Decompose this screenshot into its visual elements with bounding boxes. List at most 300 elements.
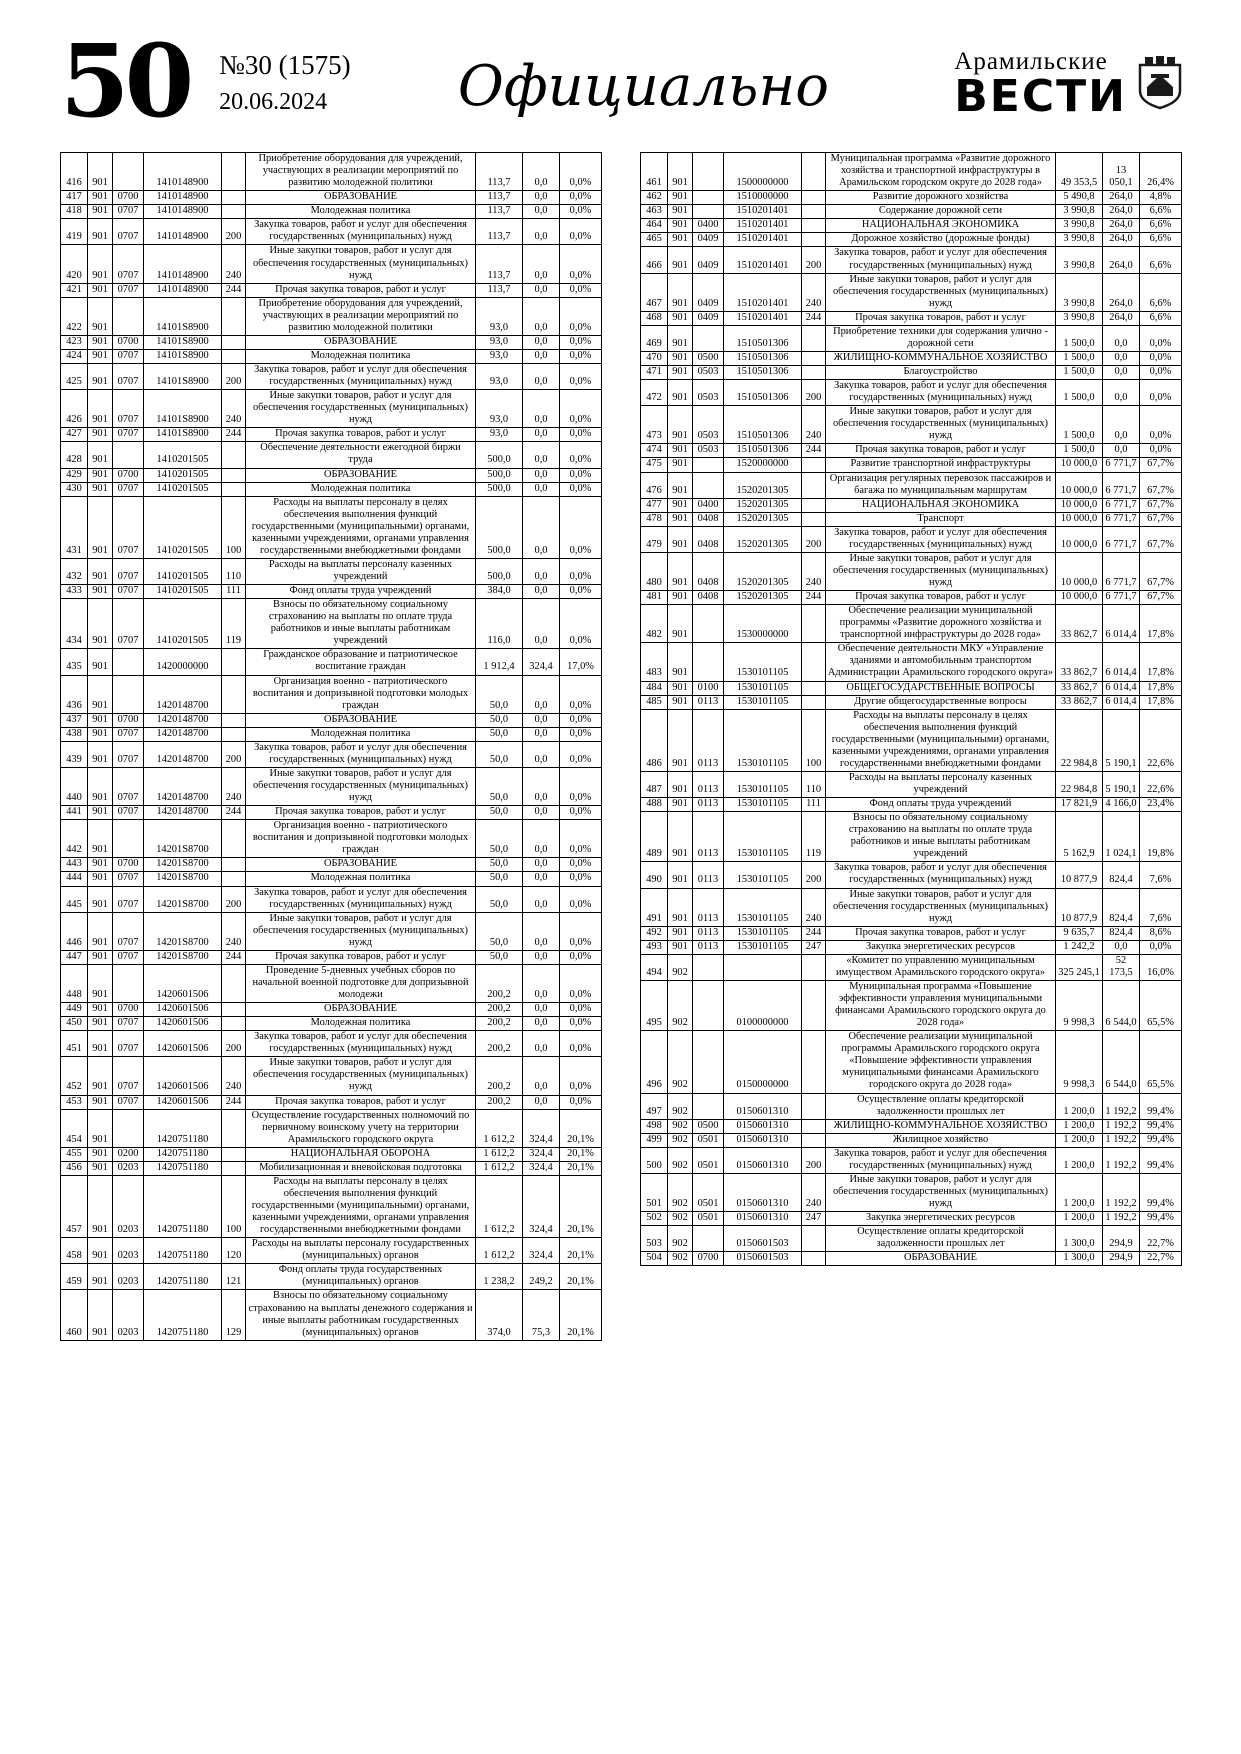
- section-code-cell: 0500: [693, 1119, 724, 1133]
- percent-cell: 22,6%: [1140, 771, 1182, 797]
- table-row: [641, 591, 1182, 605]
- percent-cell: 0,0%: [560, 349, 602, 363]
- name-cell: Молодежная политика: [246, 872, 476, 886]
- target-article-cell: [724, 954, 802, 980]
- name-cell: ОБРАЗОВАНИЕ: [826, 1252, 1056, 1266]
- target-article-cell: 1410148900: [144, 205, 222, 219]
- table-row: [641, 273, 1182, 311]
- percent-cell: 0,0%: [560, 1095, 602, 1109]
- section-code-cell: 0408: [693, 591, 724, 605]
- row-number-cell: 430: [61, 482, 88, 496]
- grbs-code-cell: 901: [88, 205, 113, 219]
- percent-cell: 0,0%: [1140, 325, 1182, 351]
- grbs-code-cell: 902: [668, 1031, 693, 1093]
- name-cell: Мобилизационная и вневойсковая подготовка: [246, 1161, 476, 1175]
- plan-value-cell: 1 238,2: [476, 1264, 523, 1290]
- expense-type-cell: [222, 858, 246, 872]
- section-code-cell: 0707: [113, 390, 144, 428]
- percent-cell: 67,7%: [1140, 458, 1182, 472]
- table-row: [641, 472, 1182, 498]
- target-article-cell: 1520201305: [724, 498, 802, 512]
- expense-type-cell: 240: [222, 912, 246, 950]
- section-code-cell: 0203: [113, 1264, 144, 1290]
- table-row: [61, 335, 602, 349]
- grbs-code-cell: 901: [668, 458, 693, 472]
- actual-value-cell: 75,3: [523, 1290, 560, 1340]
- plan-value-cell: 113,7: [476, 245, 523, 283]
- target-article-cell: 0150601310: [724, 1212, 802, 1226]
- name-cell: Закупка товаров, работ и услуг для обеспечения государственных (муниципальных) нужд: [246, 364, 476, 390]
- target-article-cell: 1420601506: [144, 1017, 222, 1031]
- plan-value-cell: 116,0: [476, 599, 523, 649]
- name-cell: Закупка товаров, работ и услуг для обеспечения государственных (муниципальных) нужд: [826, 247, 1056, 273]
- actual-value-cell: 0,0: [1103, 351, 1140, 365]
- grbs-code-cell: 901: [88, 585, 113, 599]
- grbs-code-cell: 901: [668, 940, 693, 954]
- grbs-code-cell: 901: [668, 311, 693, 325]
- grbs-code-cell: 901: [668, 552, 693, 590]
- row-number-cell: 449: [61, 1003, 88, 1017]
- table-row: [641, 605, 1182, 643]
- actual-value-cell: 0,0: [523, 1031, 560, 1057]
- percent-cell: 20,1%: [560, 1264, 602, 1290]
- plan-value-cell: 1 612,2: [476, 1161, 523, 1175]
- row-number-cell: 444: [61, 872, 88, 886]
- percent-cell: 6,6%: [1140, 273, 1182, 311]
- plan-value-cell: 1 612,2: [476, 1147, 523, 1161]
- percent-cell: 0,0%: [560, 872, 602, 886]
- expense-type-cell: [802, 1252, 826, 1266]
- actual-value-cell: 6 014,4: [1103, 605, 1140, 643]
- actual-value-cell: 294,9: [1103, 1252, 1140, 1266]
- row-number-cell: 486: [641, 709, 668, 771]
- percent-cell: 17,8%: [1140, 605, 1182, 643]
- table-row: [641, 1093, 1182, 1119]
- target-article-cell: 0150601503: [724, 1226, 802, 1252]
- percent-cell: 7,6%: [1140, 862, 1182, 888]
- actual-value-cell: 0,0: [1103, 444, 1140, 458]
- name-cell: Закупка энергетических ресурсов: [826, 1212, 1056, 1226]
- percent-cell: 0,0%: [560, 482, 602, 496]
- percent-cell: 99,4%: [1140, 1212, 1182, 1226]
- actual-value-cell: 0,0: [523, 872, 560, 886]
- row-number-cell: 452: [61, 1057, 88, 1095]
- target-article-cell: 0150601310: [724, 1093, 802, 1119]
- percent-cell: 0,0%: [560, 558, 602, 584]
- percent-cell: 8,6%: [1140, 926, 1182, 940]
- actual-value-cell: 0,0: [523, 713, 560, 727]
- table-row: [61, 1109, 602, 1147]
- expense-type-cell: [802, 458, 826, 472]
- target-article-cell: 1420601506: [144, 964, 222, 1002]
- name-cell: Прочая закупка товаров, работ и услуг: [246, 283, 476, 297]
- grbs-code-cell: 901: [668, 366, 693, 380]
- table-row: [641, 1252, 1182, 1266]
- target-article-cell: 1420148700: [144, 713, 222, 727]
- target-article-cell: 1520201305: [724, 552, 802, 590]
- expense-type-cell: 100: [222, 1175, 246, 1237]
- name-cell: Закупка товаров, работ и услуг для обеспечения государственных (муниципальных) нужд: [246, 1031, 476, 1057]
- plan-value-cell: 1 200,0: [1056, 1093, 1103, 1119]
- actual-value-cell: 324,4: [523, 1238, 560, 1264]
- percent-cell: 0,0%: [560, 767, 602, 805]
- grbs-code-cell: 902: [668, 1119, 693, 1133]
- plan-value-cell: 9 635,7: [1056, 926, 1103, 940]
- expense-type-cell: [222, 205, 246, 219]
- plan-value-cell: 10 877,9: [1056, 888, 1103, 926]
- percent-cell: 0,0%: [560, 741, 602, 767]
- section-code-cell: [693, 458, 724, 472]
- table-row: [641, 940, 1182, 954]
- plan-value-cell: 1 500,0: [1056, 406, 1103, 444]
- grbs-code-cell: 901: [88, 428, 113, 442]
- percent-cell: 99,4%: [1140, 1133, 1182, 1147]
- percent-cell: 0,0%: [1140, 406, 1182, 444]
- name-cell: Организация регулярных перевозок пассажиров и багажа по муниципальным маршрутам: [826, 472, 1056, 498]
- name-cell: Прочая закупка товаров, работ и услуг: [246, 428, 476, 442]
- target-article-cell: 0100000000: [724, 980, 802, 1030]
- percent-cell: 67,7%: [1140, 526, 1182, 552]
- percent-cell: 0,0%: [560, 153, 602, 191]
- name-cell: Иные закупки товаров, работ и услуг для обеспечения государственных (муниципальных) нужд: [246, 245, 476, 283]
- plan-value-cell: 33 862,7: [1056, 643, 1103, 681]
- target-article-cell: 1530101105: [724, 681, 802, 695]
- expense-type-cell: 240: [802, 406, 826, 444]
- expense-type-cell: 200: [802, 380, 826, 406]
- plan-value-cell: 3 990,8: [1056, 219, 1103, 233]
- actual-value-cell: 0,0: [523, 390, 560, 428]
- name-cell: Молодежная политика: [246, 349, 476, 363]
- target-article-cell: 14201S8700: [144, 912, 222, 950]
- expense-type-cell: [802, 1093, 826, 1119]
- name-cell: «Комитет по управлению муниципальным имуществом Арамильского городского округа»: [826, 954, 1056, 980]
- name-cell: Расходы на выплаты персоналу казенных учреждений: [246, 558, 476, 584]
- section-code-cell: 0503: [693, 380, 724, 406]
- target-article-cell: 1530101105: [724, 798, 802, 812]
- plan-value-cell: 93,0: [476, 390, 523, 428]
- plan-value-cell: 50,0: [476, 713, 523, 727]
- row-number-cell: 483: [641, 643, 668, 681]
- actual-value-cell: 324,4: [523, 1161, 560, 1175]
- grbs-code-cell: 901: [88, 1031, 113, 1057]
- expense-type-cell: 244: [222, 283, 246, 297]
- expense-type-cell: 244: [802, 591, 826, 605]
- expense-type-cell: 200: [802, 247, 826, 273]
- table-row: [61, 858, 602, 872]
- section-code-cell: 0503: [693, 406, 724, 444]
- actual-value-cell: 0,0: [523, 219, 560, 245]
- section-code-cell: 0409: [693, 233, 724, 247]
- section-code-cell: [113, 649, 144, 675]
- plan-value-cell: 50,0: [476, 727, 523, 741]
- grbs-code-cell: 901: [88, 482, 113, 496]
- grbs-code-cell: 901: [88, 912, 113, 950]
- percent-cell: 20,1%: [560, 1175, 602, 1237]
- name-cell: Прочая закупка товаров, работ и услуг: [246, 1095, 476, 1109]
- grbs-code-cell: 901: [88, 364, 113, 390]
- table-row: [641, 325, 1182, 351]
- actual-value-cell: 324,4: [523, 649, 560, 675]
- name-cell: ОБРАЗОВАНИЕ: [246, 335, 476, 349]
- percent-cell: 67,7%: [1140, 472, 1182, 498]
- expense-type-cell: [222, 1017, 246, 1031]
- target-article-cell: 1410201505: [144, 558, 222, 584]
- section-code-cell: 0707: [113, 741, 144, 767]
- table-row: [61, 675, 602, 713]
- plan-value-cell: 200,2: [476, 964, 523, 1002]
- section-code-cell: 0707: [113, 727, 144, 741]
- grbs-code-cell: 901: [88, 335, 113, 349]
- target-article-cell: 14201S8700: [144, 872, 222, 886]
- name-cell: Фонд оплаты труда государственных (муниципальных) органов: [246, 1264, 476, 1290]
- expense-type-cell: 100: [802, 709, 826, 771]
- target-article-cell: 14201S8700: [144, 886, 222, 912]
- expense-type-cell: [222, 1147, 246, 1161]
- row-number-cell: 427: [61, 428, 88, 442]
- target-article-cell: 1410201505: [144, 482, 222, 496]
- section-code-cell: 0501: [693, 1212, 724, 1226]
- row-number-cell: 479: [641, 526, 668, 552]
- row-number-cell: 461: [641, 153, 668, 191]
- table-row: [61, 1017, 602, 1031]
- percent-cell: 65,5%: [1140, 980, 1182, 1030]
- percent-cell: 26,4%: [1140, 153, 1182, 191]
- name-cell: Закупка товаров, работ и услуг для обеспечения государственных (муниципальных) нужд: [826, 862, 1056, 888]
- grbs-code-cell: 901: [88, 390, 113, 428]
- target-article-cell: 1410201505: [144, 442, 222, 468]
- actual-value-cell: 824,4: [1103, 862, 1140, 888]
- name-cell: Транспорт: [826, 512, 1056, 526]
- row-number-cell: 419: [61, 219, 88, 245]
- section-code-cell: 0400: [693, 219, 724, 233]
- plan-value-cell: 50,0: [476, 950, 523, 964]
- target-article-cell: 0150601503: [724, 1252, 802, 1266]
- grbs-code-cell: 901: [668, 380, 693, 406]
- percent-cell: 20,1%: [560, 1147, 602, 1161]
- table-row: [61, 872, 602, 886]
- name-cell: Фонд оплаты труда учреждений: [246, 585, 476, 599]
- table-row: [641, 205, 1182, 219]
- actual-value-cell: 6 014,4: [1103, 681, 1140, 695]
- actual-value-cell: 324,4: [523, 1175, 560, 1237]
- plan-value-cell: 3 990,8: [1056, 311, 1103, 325]
- target-article-cell: 1510501306: [724, 325, 802, 351]
- target-article-cell: 1420751180: [144, 1290, 222, 1340]
- target-article-cell: 1510201401: [724, 219, 802, 233]
- section-code-cell: 0700: [113, 191, 144, 205]
- section-code-cell: [693, 191, 724, 205]
- target-article-cell: 1510501306: [724, 444, 802, 458]
- section-code-cell: [693, 325, 724, 351]
- expense-type-cell: [802, 219, 826, 233]
- section-code-cell: 0707: [113, 1017, 144, 1031]
- row-number-cell: 484: [641, 681, 668, 695]
- grbs-code-cell: 901: [668, 812, 693, 862]
- actual-value-cell: 0,0: [523, 912, 560, 950]
- percent-cell: 0,0%: [560, 1057, 602, 1095]
- row-number-cell: 462: [641, 191, 668, 205]
- grbs-code-cell: 901: [88, 1175, 113, 1237]
- grbs-code-cell: 901: [88, 349, 113, 363]
- row-number-cell: 463: [641, 205, 668, 219]
- plan-value-cell: 200,2: [476, 1017, 523, 1031]
- table-row: [61, 964, 602, 1002]
- section-code-cell: 0707: [113, 767, 144, 805]
- section-code-cell: 0707: [113, 1057, 144, 1095]
- plan-value-cell: 93,0: [476, 349, 523, 363]
- expense-type-cell: [802, 954, 826, 980]
- actual-value-cell: 6 771,7: [1103, 591, 1140, 605]
- name-cell: Развитие дорожного хозяйства: [826, 191, 1056, 205]
- table-row: [641, 526, 1182, 552]
- actual-value-cell: 0,0: [523, 599, 560, 649]
- row-number-cell: 478: [641, 512, 668, 526]
- expense-type-cell: [222, 482, 246, 496]
- actual-value-cell: 0,0: [1103, 406, 1140, 444]
- name-cell: Обеспечение реализации муниципальной программы «Развитие дорожного хозяйства и транспортной инфраструктуры до 2028 года»: [826, 605, 1056, 643]
- plan-value-cell: 1 300,0: [1056, 1226, 1103, 1252]
- actual-value-cell: 0,0: [523, 442, 560, 468]
- table-row: [641, 380, 1182, 406]
- row-number-cell: 433: [61, 585, 88, 599]
- table-row: [641, 1031, 1182, 1093]
- expense-type-cell: [802, 980, 826, 1030]
- percent-cell: 0,0%: [560, 442, 602, 468]
- table-row: [61, 1095, 602, 1109]
- row-number-cell: 446: [61, 912, 88, 950]
- plan-value-cell: 50,0: [476, 858, 523, 872]
- percent-cell: 0,0%: [560, 1017, 602, 1031]
- section-code-cell: 0203: [113, 1238, 144, 1264]
- actual-value-cell: 0,0: [523, 468, 560, 482]
- expense-type-cell: [802, 233, 826, 247]
- table-row: [641, 926, 1182, 940]
- row-number-cell: 420: [61, 245, 88, 283]
- newspaper-brand: [954, 48, 1183, 122]
- name-cell: Гражданское образование и патриотическое воспитание граждан: [246, 649, 476, 675]
- budget-table-right-column: [640, 152, 1182, 1266]
- section-code-cell: 0707: [113, 364, 144, 390]
- row-number-cell: 440: [61, 767, 88, 805]
- plan-value-cell: 384,0: [476, 585, 523, 599]
- row-number-cell: 437: [61, 713, 88, 727]
- section-code-cell: 0707: [113, 585, 144, 599]
- table-row: [61, 1161, 602, 1175]
- table-row: [641, 862, 1182, 888]
- target-article-cell: 1420148700: [144, 675, 222, 713]
- brand-name-bottom: ВЕСТИ: [954, 71, 1127, 122]
- plan-value-cell: 50,0: [476, 806, 523, 820]
- percent-cell: 17,8%: [1140, 643, 1182, 681]
- table-row: [641, 552, 1182, 590]
- target-article-cell: 1520201305: [724, 472, 802, 498]
- expense-type-cell: [222, 1003, 246, 1017]
- section-code-cell: 0113: [693, 862, 724, 888]
- section-code-cell: 0700: [693, 1252, 724, 1266]
- row-number-cell: 504: [641, 1252, 668, 1266]
- table-row: [61, 585, 602, 599]
- expense-type-cell: 240: [802, 1173, 826, 1211]
- grbs-code-cell: 901: [88, 872, 113, 886]
- row-number-cell: 474: [641, 444, 668, 458]
- actual-value-cell: 0,0: [523, 806, 560, 820]
- plan-value-cell: 1 912,4: [476, 649, 523, 675]
- plan-value-cell: 1 200,0: [1056, 1173, 1103, 1211]
- plan-value-cell: 10 000,0: [1056, 458, 1103, 472]
- plan-value-cell: 10 000,0: [1056, 591, 1103, 605]
- target-article-cell: 1530101105: [724, 862, 802, 888]
- name-cell: ОБРАЗОВАНИЕ: [246, 1003, 476, 1017]
- percent-cell: 99,4%: [1140, 1173, 1182, 1211]
- target-article-cell: 1520201305: [724, 512, 802, 526]
- expense-type-cell: 200: [222, 219, 246, 245]
- target-article-cell: 0150601310: [724, 1147, 802, 1173]
- name-cell: Дорожное хозяйство (дорожные фонды): [826, 233, 1056, 247]
- name-cell: Организация военно - патриотического воспитания и допризывной подготовки молодых граждан: [246, 820, 476, 858]
- grbs-code-cell: 901: [88, 442, 113, 468]
- plan-value-cell: 3 990,8: [1056, 247, 1103, 273]
- target-article-cell: 1420148700: [144, 741, 222, 767]
- target-article-cell: 1510501306: [724, 351, 802, 365]
- actual-value-cell: 6 771,7: [1103, 498, 1140, 512]
- expense-type-cell: [222, 964, 246, 1002]
- actual-value-cell: 6 771,7: [1103, 472, 1140, 498]
- table-row: [61, 599, 602, 649]
- row-number-cell: 455: [61, 1147, 88, 1161]
- plan-value-cell: 93,0: [476, 335, 523, 349]
- actual-value-cell: 0,0: [523, 886, 560, 912]
- expense-type-cell: 244: [802, 926, 826, 940]
- name-cell: ОБРАЗОВАНИЕ: [246, 191, 476, 205]
- target-article-cell: 14101S8900: [144, 364, 222, 390]
- table-row: [641, 643, 1182, 681]
- plan-value-cell: 10 000,0: [1056, 512, 1103, 526]
- table-row: [61, 820, 602, 858]
- percent-cell: 0,0%: [560, 283, 602, 297]
- grbs-code-cell: 901: [668, 512, 693, 526]
- name-cell: Иные закупки товаров, работ и услуг для обеспечения государственных (муниципальных) нужд: [826, 552, 1056, 590]
- percent-cell: 0,0%: [560, 886, 602, 912]
- name-cell: Прочая закупка товаров, работ и услуг: [246, 806, 476, 820]
- plan-value-cell: 50,0: [476, 675, 523, 713]
- name-cell: Муниципальная программа «Развитие дорожного хозяйства и транспортной инфраструктуры в Арамильском городском округе до 2028 года»: [826, 153, 1056, 191]
- table-row: [641, 247, 1182, 273]
- actual-value-cell: 6 771,7: [1103, 552, 1140, 590]
- issue-date: 20.06.2024: [219, 89, 328, 115]
- target-article-cell: 1510501306: [724, 366, 802, 380]
- name-cell: Благоустройство: [826, 366, 1056, 380]
- section-code-cell: 0400: [693, 498, 724, 512]
- plan-value-cell: 9 998,3: [1056, 980, 1103, 1030]
- plan-value-cell: 50,0: [476, 820, 523, 858]
- grbs-code-cell: 901: [88, 713, 113, 727]
- plan-value-cell: 10 000,0: [1056, 552, 1103, 590]
- name-cell: Расходы на выплаты персоналу в целях обеспечения выполнения функций государственными (муниципальными) органами, казенными учреждениями, органами управления государственными внебюджетными фондами: [826, 709, 1056, 771]
- target-article-cell: 1510501306: [724, 380, 802, 406]
- target-article-cell: 1530101105: [724, 709, 802, 771]
- expense-type-cell: 111: [222, 585, 246, 599]
- expense-type-cell: 121: [222, 1264, 246, 1290]
- target-article-cell: 1410201505: [144, 496, 222, 558]
- table-row: [61, 950, 602, 964]
- plan-value-cell: 22 984,8: [1056, 709, 1103, 771]
- expense-type-cell: [802, 1119, 826, 1133]
- plan-value-cell: 3 990,8: [1056, 233, 1103, 247]
- actual-value-cell: 6 771,7: [1103, 458, 1140, 472]
- name-cell: Содержание дорожной сети: [826, 205, 1056, 219]
- actual-value-cell: 264,0: [1103, 311, 1140, 325]
- percent-cell: 6,6%: [1140, 311, 1182, 325]
